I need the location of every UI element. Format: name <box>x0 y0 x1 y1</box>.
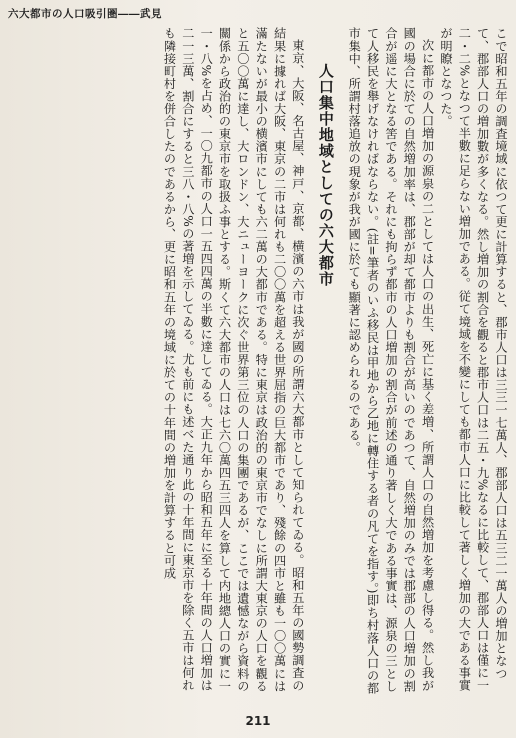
paragraph-urban-growth-sources: 次に都市の人口増加の源泉の二としては人口の出生、死亡に基く差増、所謂人口の自然増加を考慮し得る。然し我が國の場合に於ての自然増加率は、郡部が却て都市よりも割合が高いのであつて、自然増加のみでは郡部の人口増加の割合が遥に大となる筈である。それにも拘らず都市の人口増加の割合が前述の通り著しく大である事實は、源泉の三として人移民を舉げなければならない。(註=筆者のいふ移民は甲地から乙地に轉住する者の凡てを指す。)即ち村落人口の都市集中、所謂村落追放の現象が我が國に於ても顯著に認められるのである。 <box>347 27 435 695</box>
paragraph-six-cities: 東京、大阪、名古屋、神戸、京都、横濱の六市は我が國の所謂六大都市として知られてゐる。昭和五年の國勢調査の結果に據れば大阪、東京の二市は何れも二〇〇萬を超える世界屈指の巨大都市であり、殘餘の四市と雖も一〇〇萬には滿たないが最小の横濱市にしても六二萬の大都市である。特に東京は政治的の東京市でなしに所謂大東京の人口を觀ると五〇〇萬に達し、大ロンドン、大ニューヨークに次ぐ世界第三位の人口の集團であるが、ここでは遺憾ながら資料の關係から政治的の東京市を取扱ふ事とする。斯くて六大都市の人口は七六〇萬四五三四人を算して内地總人口の實に一一・八%を占め、一〇九都市の人口一五四四萬の半數に達してゐる。大正九年から昭和五年に至る十年間の人口増加は二一三萬、割合にすると三八・八%の著増を示してゐる。尤も前にも述べた通り此の十年間に東京市を除く五市は何れも隣接町村を併合したのであるから、更に昭和五年の境域に於ての十年間の増加を計算すると可成 <box>162 27 305 693</box>
section-heading: 人口集中地域としての六大都市 <box>316 63 335 287</box>
paragraph-continuation: こで昭和五年の調査境域に依つて更に計算すると、郡市人口は三三一七萬人、郡部人口は五三二一萬人の増加となつて、郡部人口の増加數が多くなる。然し増加の割合を觀ると郡市人口は二五・九%なるに比較して、郡部人口は僅に一二・二%となつて半數に足らない増加である。従て境域を不變にしても都市人口に比較して著しく増加の大である事實が明瞭となつた。 <box>438 27 508 692</box>
page-number: 211 <box>245 714 271 728</box>
running-head: 六大都市の人口吸引圏――武見 <box>8 8 162 20</box>
vertical-text-body <box>10 27 510 699</box>
